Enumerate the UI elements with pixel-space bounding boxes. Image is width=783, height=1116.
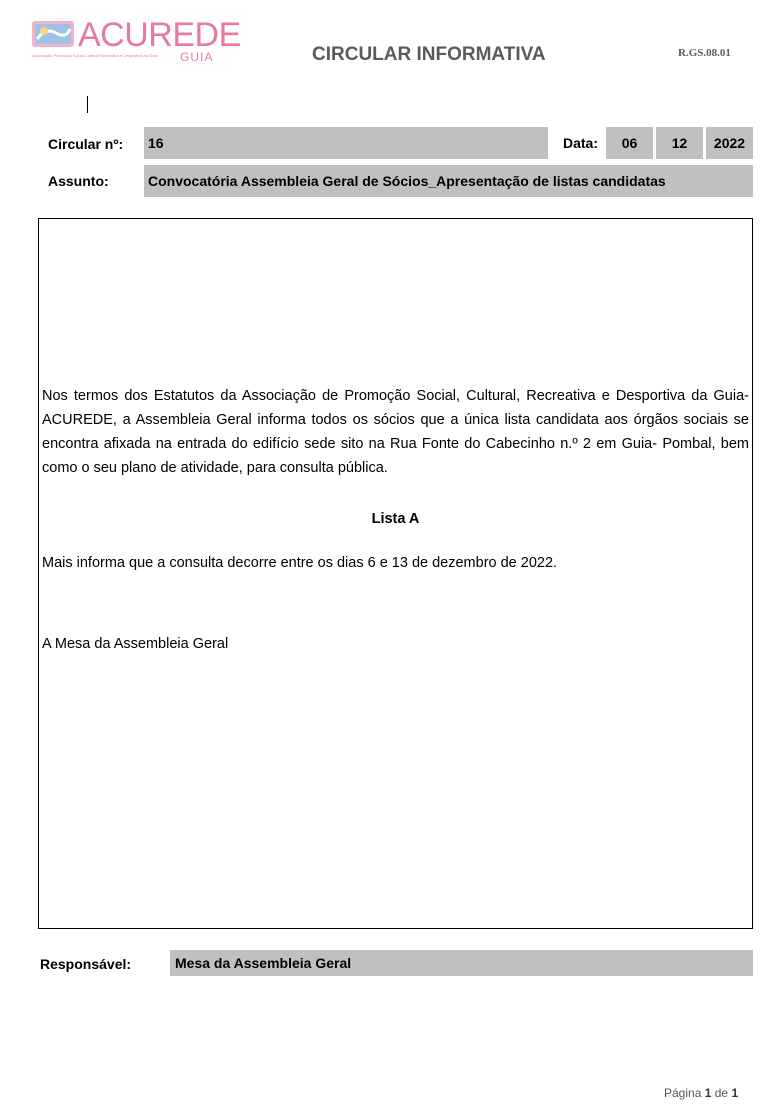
- document-title: CIRCULAR INFORMATIVA: [312, 44, 546, 65]
- page-number: [664, 1086, 738, 1100]
- logo-subtitle: GUIA: [180, 50, 214, 64]
- body-paragraph: Nos termos dos Estatutos da Associação de Promoção Social, Cultural, Recreativa e Desportiva da Guia- ACUREDE, a Assembleia Geral informa todos os sócios que a única lista candidata aos órgãos sociais se encontra afixada na entrada do edifício sede sito na Rua Fonte do Cabecinho n.º 2 em Guia- Pombal, bem como o seu plano de atividade, para consulta pública.: [42, 388, 749, 476]
- list-heading: Lista A: [371, 511, 420, 527]
- logo-mark-icon: [32, 21, 74, 47]
- text-cursor: [87, 96, 88, 113]
- subject-value: Convocatória Assembleia Geral de Sócios_Apresentação de listas candidatas: [144, 165, 753, 197]
- circular-number-label: Circular nº:: [48, 136, 124, 152]
- signature-line: A Mesa da Assembleia Geral: [42, 636, 229, 652]
- page-separator: de: [714, 1086, 729, 1100]
- logo-tagline: Associação Promoção Social Cultural Recreativa e Desportiva da Guia: [32, 53, 158, 58]
- date-month: 12: [656, 127, 703, 159]
- responsible-label: Responsável:: [40, 956, 132, 972]
- circular-number-value: 16: [144, 127, 548, 159]
- date-year: 2022: [706, 127, 753, 159]
- logo-wordmark: ACUREDE: [78, 16, 241, 54]
- consultation-info: Mais informa que a consulta decorre entre os dias 6 e 13 de dezembro de 2022.: [42, 555, 558, 571]
- acurede-logo: [32, 16, 241, 68]
- date-label: Data:: [562, 135, 598, 151]
- date-day: 06: [606, 127, 653, 159]
- document-code: R.GS.08.01: [678, 47, 731, 59]
- page-prefix: Página: [664, 1086, 702, 1100]
- responsible-value: Mesa da Assembleia Geral: [170, 950, 753, 976]
- page-total: 1: [731, 1086, 739, 1100]
- page-current: 1: [704, 1086, 712, 1100]
- subject-label: Assunto:: [48, 173, 109, 189]
